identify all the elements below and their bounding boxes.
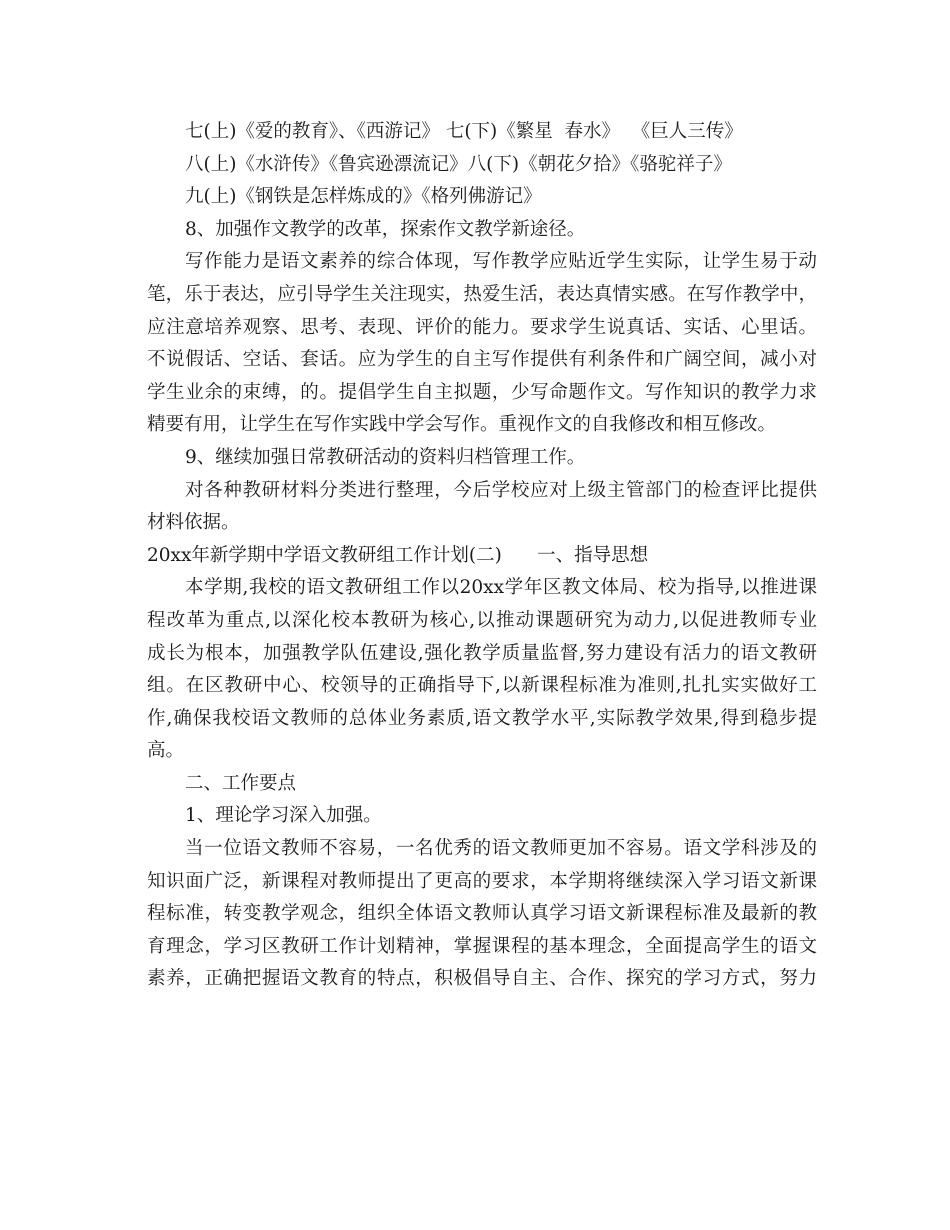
paragraph-line: 高。 — [147, 740, 185, 762]
section-heading-8: 8、加强作文教学的改革，探索作文教学新途径。 — [185, 218, 586, 240]
paragraph-line: 笔，乐于表达，应引导学生关注现实，热爱生活，表达真情实感。在写作教学中， — [147, 283, 817, 305]
reading-list-grade-8: 八(上)《水浒传》《鲁宾逊漂流记》八(下)《朝花夕拾》《骆驼祥子》 — [185, 153, 732, 175]
paragraph-line: 组。在区教研中心、校领导的正确指导下,以新课程标准为准则,扎扎实实做好工 — [147, 675, 817, 697]
paragraph-line: 学生业余的束缚，的。提倡学生自主拟题，少写命题作文。写作知识的教学力求 — [147, 381, 817, 403]
paragraph-line: 精要有用，让学生在写作实践中学会写作。重视作文的自我修改和相互修改。 — [147, 414, 777, 436]
paragraph-line: 当一位语文教师不容易，一名优秀的语文教师更加不容易。语文学科涉及的 — [185, 838, 817, 860]
paragraph-line: 素养，正确把握语文教育的特点，积极倡导自主、合作、探究的学习方式，努力 — [147, 968, 817, 990]
paragraph-line: 本学期,我校的语文教研组工作以20xx学年区教文体局、校为指导,以推进课 — [185, 577, 817, 599]
paragraph-line: 应注意培养观察、思考、表现、评价的能力。要求学生说真话、实话、心里话。 — [147, 316, 817, 338]
paragraph-line: 程标准，转变教学观念，组织全体语文教师认真学习语文新课程标准及最新的教 — [147, 903, 817, 925]
paragraph-line: 材料依据。 — [147, 512, 240, 534]
paragraph-line: 写作能力是语文素养的综合体现，写作教学应贴近学生实际，让学生易于动 — [185, 251, 817, 273]
paragraph-line: 作,确保我校语文教师的总体业务素质,语文教学水平,实际教学效果,得到稳步提 — [147, 707, 817, 729]
section-heading-1: 1、理论学习深入加强。 — [185, 805, 382, 827]
section-heading-9: 9、继续加强日常教研活动的资料归档管理工作。 — [185, 446, 586, 468]
paragraph-line: 成长为根本，加强教学队伍建设,强化教学质量监督,努力建设有活力的语文教研 — [147, 642, 817, 664]
paragraph-line: 育理念，学习区教研工作计划精神，掌握课程的基本理念，全面提高学生的语文 — [147, 935, 817, 957]
paragraph-line: 不说假话、空话、套话。应为学生的自主写作提供有利条件和广阔空间，减小对 — [147, 349, 817, 371]
plan-title-part-two: 20xx年新学期中学语文教研组工作计划(二) 一、指导思想 — [147, 544, 649, 566]
reading-list-grade-9: 九(上)《钢铁是怎样炼成的》《格列佛游记》 — [185, 186, 542, 208]
reading-list-grade-7: 七(上)《爱的教育》、《西游记》 七(下)《繁星 春水》 《巨人三传》 — [185, 121, 743, 142]
document-body — [147, 116, 817, 996]
section-heading-work-points: 二、工作要点 — [185, 772, 297, 794]
paragraph-line: 对各种教研材料分类进行整理，今后学校应对上级主管部门的检查评比提供 — [185, 479, 817, 501]
paragraph-line: 知识面广泛，新课程对教师提出了更高的要求，本学期将继续深入学习语文新课 — [147, 870, 817, 892]
paragraph-line: 程改革为重点,以深化校本教研为核心,以推动课题研究为动力,以促进教师专业 — [147, 609, 817, 631]
